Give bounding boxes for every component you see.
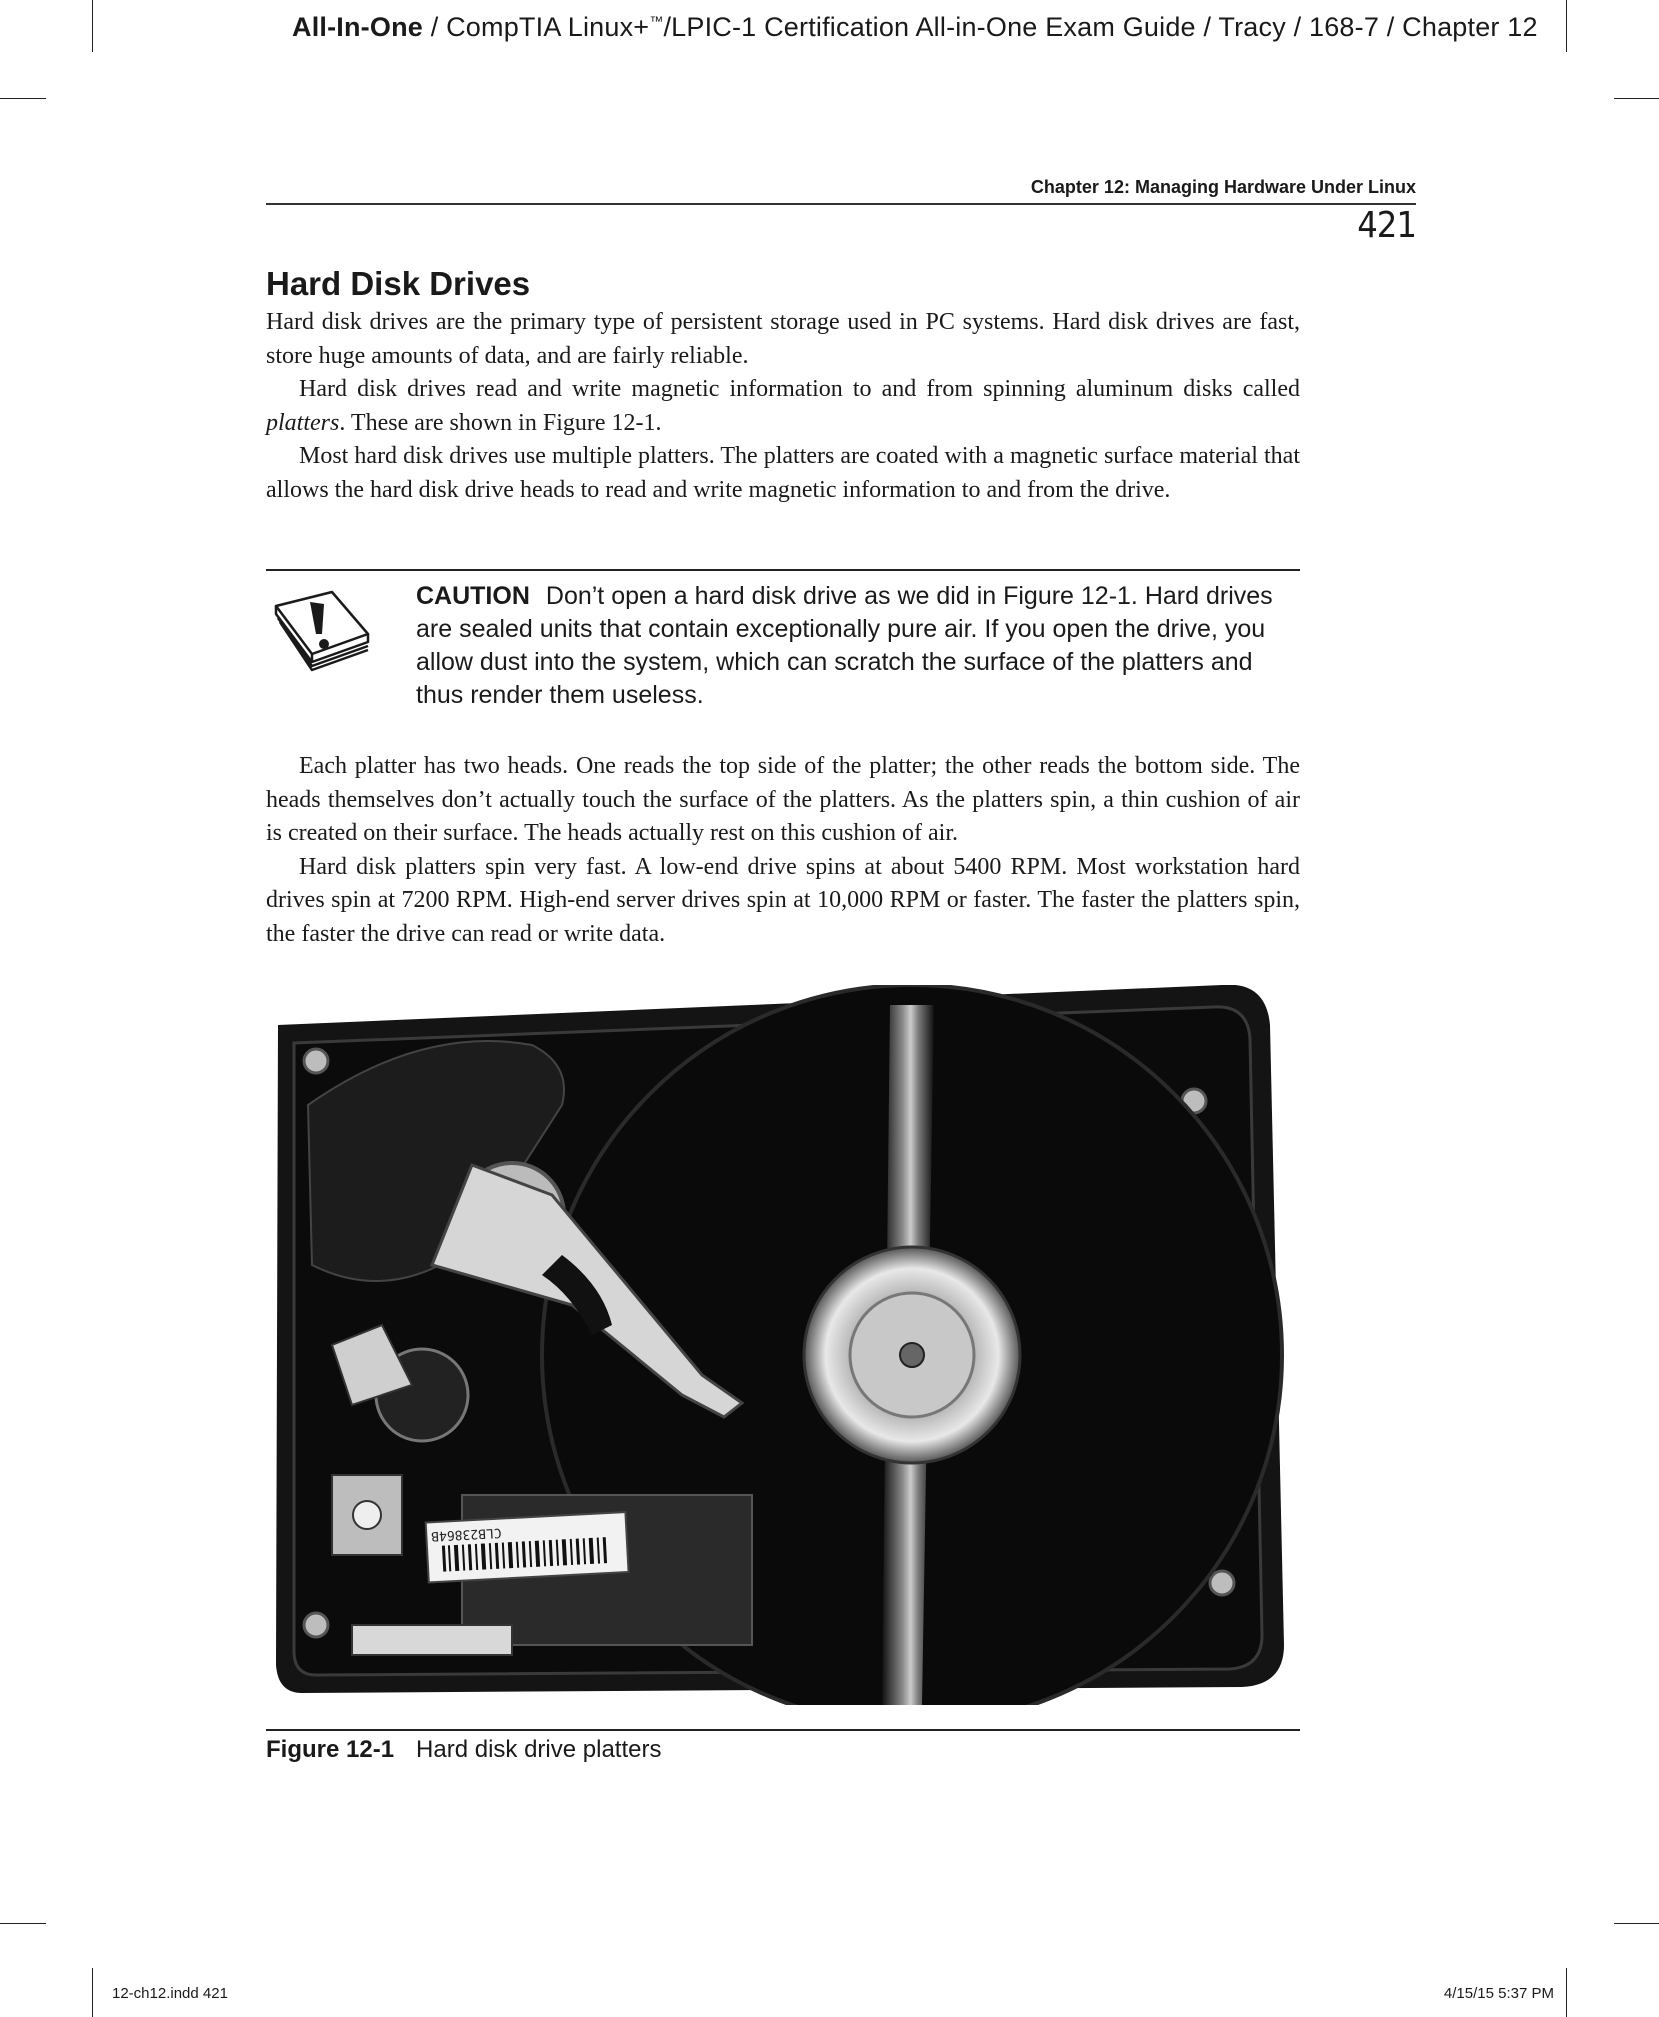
crop-mark	[1614, 98, 1659, 99]
figure-caption-text: Hard disk drive platters	[416, 1736, 662, 1763]
figure-rule	[266, 1729, 1300, 1731]
crop-mark	[1566, 0, 1567, 52]
slug-trademark: ™	[649, 13, 664, 29]
caution-rule	[266, 569, 1300, 571]
crop-mark	[0, 98, 46, 99]
body-text-top	[266, 306, 1300, 507]
slug-title: / CompTIA Linux+	[423, 12, 650, 42]
caution-book-icon	[270, 588, 372, 674]
header-rule	[266, 203, 1416, 205]
page-number: 421	[1357, 205, 1416, 246]
paragraph: Each platter has two heads. One reads the top side of the platter; the other reads the bottom side. The heads themselves don’t actually touch the surface of the platters. As the platters spin, a thin cushion of air is created on their surface. The heads actually rest on this cushion of air.	[266, 753, 1300, 846]
figure-number: Figure 12-1	[266, 1736, 395, 1763]
crop-mark	[92, 1968, 93, 2017]
paragraph: Hard disk platters spin very fast. A low-end drive spins at about 5400 RPM. Most workstation hard drives spin at 7200 RPM. High-end server drives spin at 10,000 RPM or faster. The faster the platters spin, the faster the drive can read or write data.	[266, 853, 1300, 947]
crop-mark	[1566, 1968, 1567, 2017]
caution-body: Don’t open a hard disk drive as we did in Figure 12-1. Hard drives are sealed units that contain exceptionally pure air. If you open the drive, you allow dust into the system, which can scratch the surface of the platters and thus render them useless.	[416, 582, 1273, 709]
hard-disk-photo	[272, 985, 1298, 1705]
footer-timestamp: 4/15/15 5:37 PM	[1443, 1985, 1554, 2002]
section-heading: Hard Disk Drives	[266, 265, 531, 302]
slug-series: All-In-One	[292, 12, 423, 42]
barcode-label: CLB23864B	[430, 1524, 502, 1544]
caution-text	[416, 580, 1302, 712]
slug-line	[292, 12, 1538, 43]
crop-mark	[92, 0, 93, 52]
running-head: Chapter 12: Managing Hardware Under Linux	[1030, 177, 1416, 197]
body-text-bottom	[266, 750, 1300, 951]
caution-label: CAUTION	[416, 582, 530, 610]
slug-rest: /LPIC-1 Certification All-in-One Exam Guide / Tracy / 168-7 / Chapter 12	[663, 12, 1538, 42]
crop-mark	[0, 1923, 46, 1924]
figure-caption	[266, 1736, 661, 1764]
paragraph: Hard disk drives read and write magnetic information to and from spinning aluminum disks called platters. These are shown in Figure 12-1.	[266, 376, 1300, 436]
term-italic: platters	[266, 409, 340, 436]
paragraph: Most hard disk drives use multiple platters. The platters are coated with a magnetic surface material that allows the hard disk drive heads to read and write magnetic information to and from the drive.	[266, 443, 1300, 503]
paragraph: Hard disk drives are the primary type of persistent storage used in PC systems. Hard disk drives are fast, store huge amounts of data, and are fairly reliable.	[266, 309, 1300, 369]
crop-mark	[1614, 1923, 1659, 1924]
footer-file: 12-ch12.indd 421	[112, 1985, 228, 2002]
